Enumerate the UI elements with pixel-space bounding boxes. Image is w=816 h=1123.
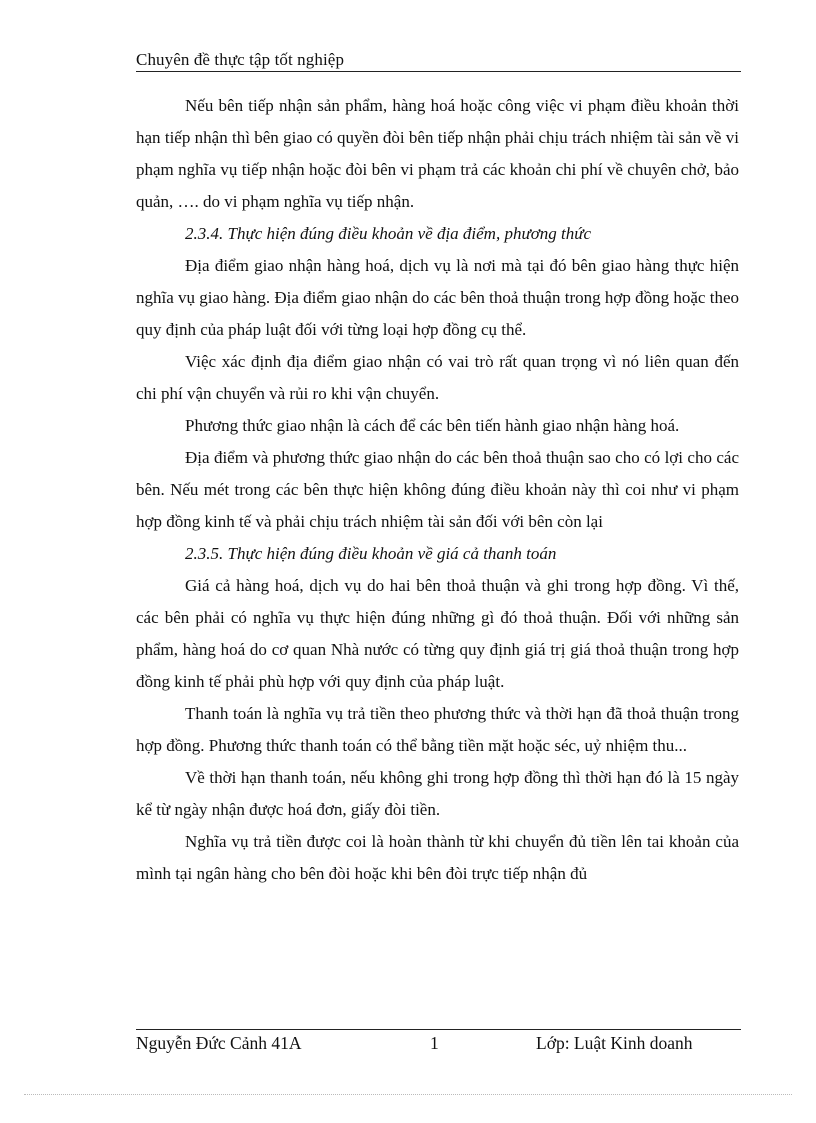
page-number: 1 xyxy=(430,1033,439,1053)
paragraph-4: Phương thức giao nhận là cách để các bên tiến hành giao nhận hàng hoá. xyxy=(185,416,680,435)
page-bottom-dotted-divider xyxy=(24,1094,792,1095)
paragraph-8: Về thời hạn thanh toán, nếu không ghi trong hợp đồng thì thời hạn đó là 15 ngày kể từ ngày nhận được hoá đơn, giấy đòi tiền. xyxy=(136,768,739,819)
footer-class-label: Lớp: Luật Kinh doanh xyxy=(536,1033,693,1053)
footer-author: Nguyễn Đức Cảnh 41A xyxy=(136,1033,302,1053)
footer-rule xyxy=(136,1029,741,1030)
paragraph-1: Nếu bên tiếp nhận sản phẩm, hàng hoá hoặc công việc vi phạm điều khoản thời hạn tiếp nhận thì bên giao có quyền đòi bên tiếp nhận phải chịu trách nhiệm tài sản về vi phạm nghĩa vụ tiếp nhận hoặc đòi bên vi phạm trả các khoản chi phí về chuyên chở, bảo quản, …. do vi phạm nghĩa vụ tiếp nhận. xyxy=(136,96,739,211)
header-title: Chuyên đề thực tập tốt nghiệp xyxy=(136,50,345,69)
paragraph-5: Địa điểm và phương thức giao nhận do các bên thoả thuận sao cho có lợi cho các bên. Nếu mét trong các bên thực hiện không đúng điều khoản này thì coi như vi phạm hợp đồng kinh tế và phải chịu trách nhiệm tài sản đối với bên còn lại xyxy=(136,448,739,531)
section-heading-2-3-5: 2.3.5. Thực hiện đúng điều khoản về giá cả thanh toán xyxy=(185,544,557,563)
paragraph-2: Địa điểm giao nhận hàng hoá, dịch vụ là nơi mà tại đó bên giao hàng thực hiện nghĩa vụ giao hàng. Địa điểm giao nhận do các bên thoả thuận trong hợp đồng hoặc theo quy định của pháp luật đối với từng loại hợp đồng cụ thể. xyxy=(136,256,739,339)
paragraph-6: Giá cả hàng hoá, dịch vụ do hai bên thoả thuận và ghi trong hợp đồng. Vì thế, các bên phải có nghĩa vụ thực hiện đúng những gì đó thoả thuận. Đối với những sản phẩm, hàng hoá do cơ quan Nhà nước có từng quy định giá trị giá thoả thuận trong hợp đồng kinh tế phải phù hợp với quy định của pháp luật. xyxy=(136,576,739,691)
paragraph-9: Nghĩa vụ trả tiền được coi là hoàn thành từ khi chuyển đủ tiền lên tai khoản của mình tại ngân hàng cho bên đòi hoặc khi bên đòi trực tiếp nhận đủ xyxy=(136,832,739,883)
document-body xyxy=(136,90,739,890)
section-heading-2-3-4: 2.3.4. Thực hiện đúng điều khoản về địa điểm, phương thức xyxy=(185,224,592,243)
paragraph-3: Việc xác định địa điểm giao nhận có vai trò rất quan trọng vì nó liên quan đến chi phí vận chuyển và rủi ro khi vận chuyển. xyxy=(136,352,739,403)
header-rule xyxy=(136,71,741,72)
paragraph-7: Thanh toán là nghĩa vụ trả tiền theo phương thức và thời hạn đã thoả thuận trong hợp đồng. Phương thức thanh toán có thể bằng tiền mặt hoặc séc, uỷ nhiệm thu... xyxy=(136,704,739,755)
